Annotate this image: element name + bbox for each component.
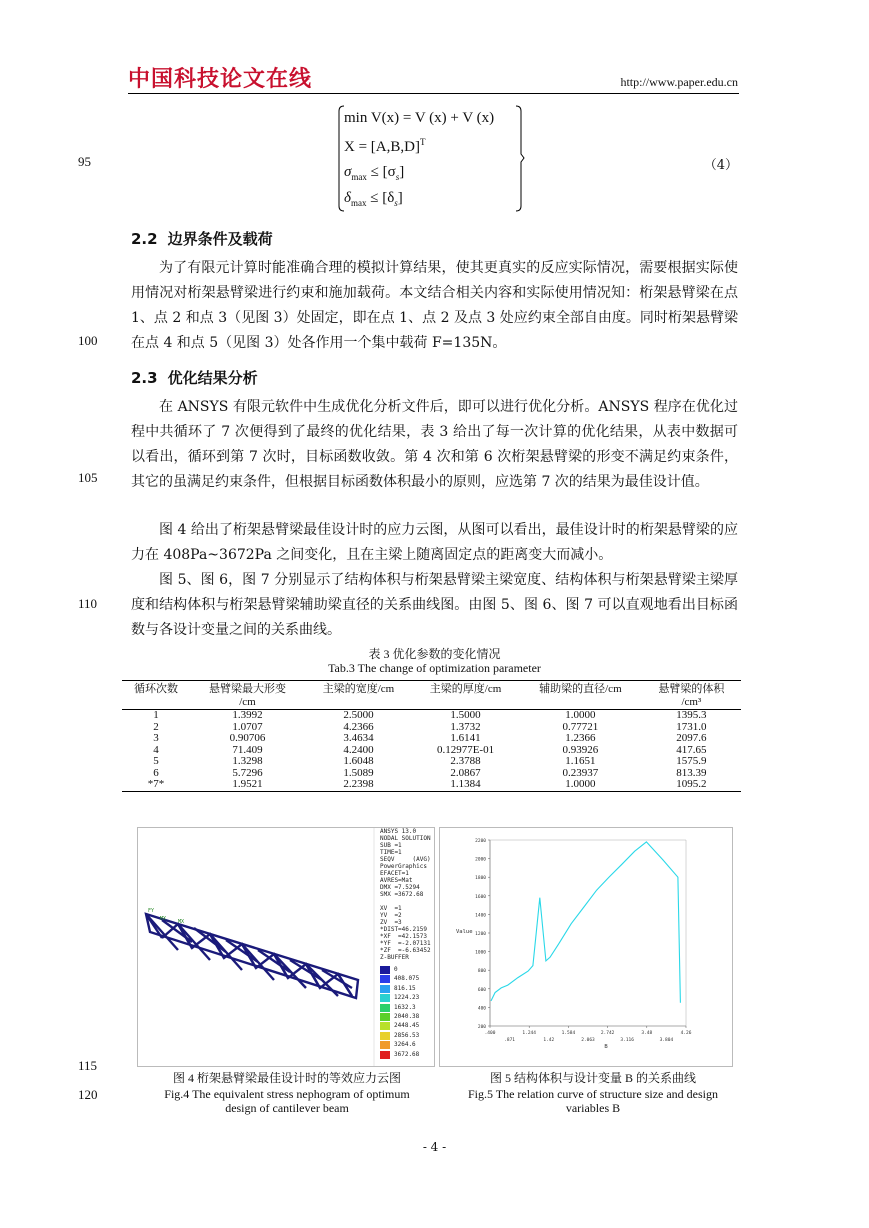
figure-4-caption-en-2: design of cantilever beam — [225, 1101, 349, 1115]
col-header-volume: 悬臂梁的体积 — [642, 681, 741, 697]
optimization-table — [122, 680, 741, 792]
legend-swatch — [380, 1013, 390, 1021]
table-cell: 2.3788 — [450, 755, 481, 767]
figure-5-caption-en-2: variables B — [565, 1101, 621, 1115]
triad-label-x: MX — [160, 916, 167, 922]
table-cell: 0.77721 — [562, 720, 599, 733]
table-cell: 3.4634 — [343, 732, 374, 744]
table-cell: 1731.0 — [676, 720, 707, 733]
table-cell: 2.2398 — [305, 779, 412, 791]
table-row — [122, 710, 741, 722]
line-number-95: 95 — [78, 154, 91, 169]
figure-4-stress-plot — [137, 827, 435, 1067]
table-row — [122, 722, 741, 734]
site-url[interactable]: http://www.paper.edu.cn — [620, 75, 738, 89]
legend-value: 2040.38 — [394, 1013, 420, 1020]
y-tick-label: 1400 — [475, 913, 486, 919]
equation-4 — [338, 102, 528, 214]
table-cell: 1.3732 — [450, 720, 481, 733]
col-header-main-width: 主梁的宽度/cm — [305, 681, 412, 697]
legend-swatch — [380, 1051, 390, 1059]
line-number-100: 100 — [78, 333, 98, 348]
col-header-main-thickness: 主梁的厚度/cm — [412, 681, 519, 697]
table-cell: *7* — [122, 779, 190, 791]
legend-value: 816.15 — [394, 984, 416, 992]
header-rule — [128, 93, 739, 94]
x-tick-label: 2.742 — [600, 1031, 615, 1036]
table-cell: 4.2400 — [343, 743, 374, 756]
triad-label-z: MX — [178, 919, 185, 925]
table-cell: 2097.6 — [676, 732, 707, 744]
table-cell: 1.0000 — [565, 709, 596, 721]
legend-value: 1632.3 — [394, 1003, 416, 1011]
relation-curve-chart — [440, 828, 732, 1066]
y-tick-label: 1800 — [475, 876, 486, 882]
table-cell: 4 — [153, 743, 159, 756]
table-cell: 0.23937 — [562, 766, 599, 779]
y-tick-label: 1000 — [475, 950, 486, 956]
table-cell: 1.5089 — [343, 766, 374, 779]
col-header-max-deflection: 悬臂梁最大形变 — [190, 681, 305, 697]
table-cell: 1.0000 — [519, 779, 642, 791]
eq-line-variables: $X = [A,B,D]^T$ — [344, 137, 426, 155]
legend-value: 2856.53 — [394, 1031, 420, 1039]
x-tick-label-lower: 3.116 — [620, 1038, 634, 1043]
table-cell: 6 — [153, 766, 159, 779]
x-tick-label: 1.584 — [561, 1031, 576, 1036]
stress-legend — [380, 966, 434, 1062]
table-cell: 1095.2 — [642, 779, 741, 791]
table-row — [122, 768, 741, 780]
legend-swatch — [380, 966, 390, 974]
y-tick-label: 400 — [477, 1006, 486, 1012]
legend-swatch — [380, 975, 390, 983]
x-axis-label: B — [604, 1044, 608, 1050]
legend-value: 1224.23 — [394, 994, 420, 1002]
legend-value: 0 — [394, 966, 398, 973]
table-cell: 0.12977E-01 — [436, 743, 495, 756]
table-cell: 1.3992 — [232, 709, 263, 721]
paragraph-optimization-1: 在 ANSYS 有限元软件中生成优化分析文件后，即可以进行优化分析。ANSYS 程序在优化过程中共循环了 7 次便得到了最终的优化结果，表 3 给出了每一次计算的优化结果，从表中数据可以看出，循环到第 7 次时，目标函数收敛。第 4 次和第 6 次桁架悬臂梁的形变不满足约束条件，其它的虽满足约束条件，但根据目标函数体积最小的原则，应选第 7 次的结果为最佳设计值。 — [131, 399, 738, 490]
table-cell: 417.65 — [676, 743, 707, 756]
table-row — [122, 756, 741, 768]
legend-swatch — [380, 1022, 390, 1030]
table-cell: 3 — [153, 732, 159, 744]
y-axis-label: Value — [456, 929, 473, 935]
line-number-115: 115 — [78, 1058, 98, 1073]
line-number-120: 120 — [78, 1087, 98, 1102]
table-cell: 71.409 — [232, 743, 263, 756]
equation-number: （4） — [703, 158, 738, 173]
ansys-solution-info: ANSYS 13.0 NODAL SOLUTION SUB =1 TIME=1 SEQV (AVG) PowerGraphics EFACET=1 AVRES=Mat DMX =7.5294 SMX =3672.68 XV =1 YV =2 ZV =3 *DIST=46.2159 *XF =42.1573 *YF =-2.07131 *ZF =-6.63452 Z-BUFFER — [380, 828, 431, 961]
table-caption-cn: 表 3 优化参数的变化情况 — [368, 647, 501, 661]
col-header-volume-unit: /cm³ — [642, 696, 741, 710]
legend-value: 408.075 — [394, 975, 420, 983]
legend-swatch — [380, 1041, 390, 1049]
eq-line-objective: min V(x) = V (x) + V (x) — [344, 110, 495, 126]
eq-line-stress: $\sigma_{max} \le [\sigma_s]$ — [344, 164, 405, 182]
paragraph-optimization-2: 图 4 给出了桁架悬臂梁最佳设计时的应力云图，从图可以看出，最佳设计时的桁架悬臂梁的应力在 408Pa~3672Pa 之间变化，且在主梁上随离固定点的距离变大而减小。 — [131, 522, 738, 563]
figure-5-caption-cn: 图 5 结构体积与设计变量 B 的关系曲线 — [489, 1071, 696, 1085]
y-tick-label: 600 — [477, 987, 486, 993]
y-tick-label: 1600 — [475, 894, 486, 900]
legend-swatch — [380, 994, 390, 1002]
table-cell: 1.1651 — [565, 755, 596, 767]
table-cell: 1.9521 — [190, 779, 305, 791]
x-tick-label-lower: 1.42 — [543, 1038, 555, 1043]
page-number: - 4 - — [422, 1140, 447, 1154]
table-row — [122, 779, 741, 791]
table-cell: 2 — [153, 720, 159, 733]
x-tick-label: 4.26 — [680, 1031, 692, 1036]
line-number-110: 110 — [78, 596, 98, 611]
table-caption-en: Tab.3 The change of optimization parameter — [328, 661, 541, 675]
y-tick-label: 2200 — [475, 839, 486, 844]
figure-5-chart — [439, 827, 733, 1067]
x-tick-label: 1.244 — [522, 1031, 536, 1036]
y-tick-label: 800 — [477, 969, 486, 975]
col-header-iteration: 循环次数 — [122, 681, 190, 697]
table-cell: 1 — [153, 709, 159, 721]
table-cell: 1.5000 — [450, 709, 481, 721]
table-cell: 4.2366 — [343, 720, 374, 733]
paragraph-optimization-3: 图 5、图 6，图 7 分别显示了结构体积与桁架悬臂梁主梁宽度、结构体积与桁架悬臂梁主梁厚度和结构体积与桁架悬臂梁辅助梁直径的关系曲线图。由图 5、图 6、图 7 可以直观地看出目标函数与各设计变量之间的关系曲线。 — [131, 572, 738, 638]
table-cell: 0.90706 — [229, 732, 266, 744]
figure-4-caption-en-1: Fig.4 The equivalent stress nephogram of optimum — [164, 1087, 410, 1101]
x-tick-label: 3.48 — [641, 1031, 653, 1036]
table-cell: 5 — [153, 755, 159, 767]
figure-5-caption-en-1: Fig.5 The relation curve of structure size and design — [467, 1087, 719, 1101]
table-row — [122, 745, 741, 757]
table-cell: 1395.3 — [676, 709, 707, 721]
col-header-max-deflection-unit: /cm — [190, 696, 305, 710]
triad-label-y: FY — [148, 908, 155, 914]
legend-swatch — [380, 1032, 390, 1040]
table-row — [122, 733, 741, 745]
y-tick-label: 2000 — [475, 857, 486, 863]
table-cell: 1.6048 — [343, 755, 374, 767]
legend-value: 3264.6 — [394, 1041, 416, 1049]
legend-value: 3672.68 — [394, 1050, 420, 1058]
x-tick-label: .400 — [484, 1031, 496, 1036]
figure-4-caption-cn: 图 4 桁架悬臂梁最佳设计时的等效应力云图 — [172, 1071, 401, 1085]
journal-logo: 中国科技论文在线 — [128, 67, 313, 92]
table-cell: 1.1384 — [412, 779, 519, 791]
col-header-main-thickness-unit — [412, 696, 519, 710]
x-tick-label-lower: .871 — [504, 1038, 516, 1043]
table-cell: 2.0867 — [450, 766, 481, 779]
y-tick-label: 200 — [477, 1025, 486, 1030]
col-header-main-width-unit — [305, 696, 412, 710]
legend-swatch — [380, 985, 390, 993]
legend-swatch — [380, 1004, 390, 1012]
table-cell: 1.6141 — [450, 732, 481, 744]
col-header-iteration-unit — [122, 696, 190, 710]
table-cell: 1575.9 — [676, 755, 707, 767]
x-tick-label-lower: 3.804 — [659, 1038, 674, 1043]
table-cell: 813.39 — [676, 766, 707, 779]
x-tick-label-lower: 2.063 — [581, 1038, 595, 1043]
table-cell: 1.3298 — [232, 755, 263, 767]
table-cell: 2.5000 — [343, 709, 374, 721]
table-cell: 5.7296 — [232, 766, 263, 779]
col-header-aux-diameter: 辅助梁的直径/cm — [519, 681, 642, 697]
table-cell: 1.0707 — [232, 720, 263, 733]
legend-value: 2448.45 — [394, 1022, 420, 1030]
line-number-105: 105 — [78, 470, 98, 485]
eq-line-deflection: $\delta_{max} \le [\delta_s]$ — [344, 190, 403, 208]
table-cell: 1.2366 — [565, 732, 596, 744]
table-cell: 0.93926 — [562, 743, 599, 756]
y-tick-label: 1200 — [475, 932, 486, 937]
col-header-aux-diameter-unit — [519, 696, 642, 710]
section-heading-2-2: 2.2 边界条件及载荷 — [131, 230, 273, 248]
paragraph-boundary-conditions: 为了有限元计算时能准确合理的模拟计算结果，使其更真实的反应实际情况，需要根据实际使用情况对桁架悬臂梁进行约束和施加载荷。本文结合相关内容和实际使用情况知：桁架悬臂梁在点 1、点 2 和点 3（见图 3）处固定，即在点 1、点 2 及点 3 处应约束全部自由度。同时桁架悬臂梁在点 4 和点 5（见图 3）处各作用一个集中载荷 F=135N。 — [131, 260, 738, 351]
section-heading-2-3: 2.3 优化结果分析 — [131, 369, 258, 387]
